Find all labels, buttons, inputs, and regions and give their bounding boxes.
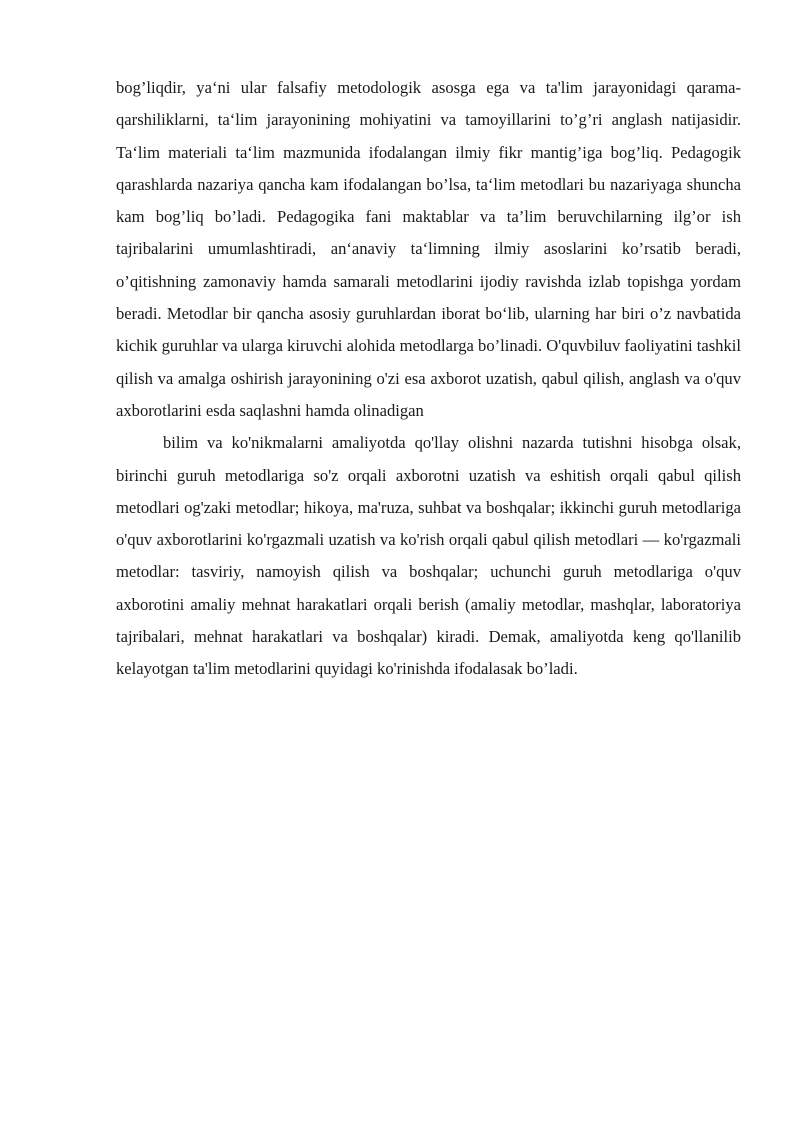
- paragraph-2: bilim va ko'nikmalarni amaliyotda qo'llay olishni nazarda tutishni hisobga olsak, birinchi guruh metodlariga so'z orqali axborotni uzatish va eshitish orqali qabul qilish metodlari og'zaki metodlar; hikoya, ma'ruza, suhbat va boshqalar; ikkinchi guruh metodlariga o'quv axborotlarini ko'rgazmali uzatish va ko'rish orqali qabul qilish metodlari — ko'rgazmali metodlar: tasviriy, namoyish qilish va boshqalar; uchunchi guruh metodlariga o'quv axborotini amaliy mehnat harakatlari orqali berish (amaliy metodlar, mashqlar, laboratoriya tajribalari, mehnat harakatlari va boshqalar) kiradi. Demak, amaliyotda keng qo'llanilib kelayotgan ta'lim metodlarini quyidagi ko'rinishda ifodalasak bo’ladi.: [116, 433, 741, 679]
- body-text: [116, 72, 741, 686]
- paragraph-1: bog’liqdir, ya‘ni ular falsafiy metodologik asosga ega va ta'lim jarayonidagi qarama-qarshiliklarni, ta‘lim jarayonining mohiyatini va tamoyillarini to’g’ri anglash natijasidir. Ta‘lim materiali ta‘lim mazmunida ifodalangan ilmiy fikr mantig’iga bog’liq. Pedagogik qarashlarda nazariya qancha kam ifodalangan bo’lsa, ta‘lim metodlari bu nazariyaga shuncha kam bog’liq bo’ladi. Pedagogika fani maktablar va ta’lim beruvchilarning ilg’or ish tajribalarini umumlashtiradi, an‘anaviy ta‘limning ilmiy asoslarini ko’rsatib beradi, o’qitishning zamonaviy hamda samarali metodlarini ijodiy ravishda izlab topishga yordam beradi. Metodlar bir qancha asosiy guruhlardan iborat bo‘lib, ularning har biri o’z navbatida kichik guruhlar va ularga kiruvchi alohida metodlarga bo’linadi. O'quvbiluv faoliyatini tashkil qilish va amalga oshirish jarayonining o'zi esa axborot uzatish, qabul qilish, anglash va o'quv axborotlarini esda saqlashni hamda olinadigan: [116, 78, 741, 420]
